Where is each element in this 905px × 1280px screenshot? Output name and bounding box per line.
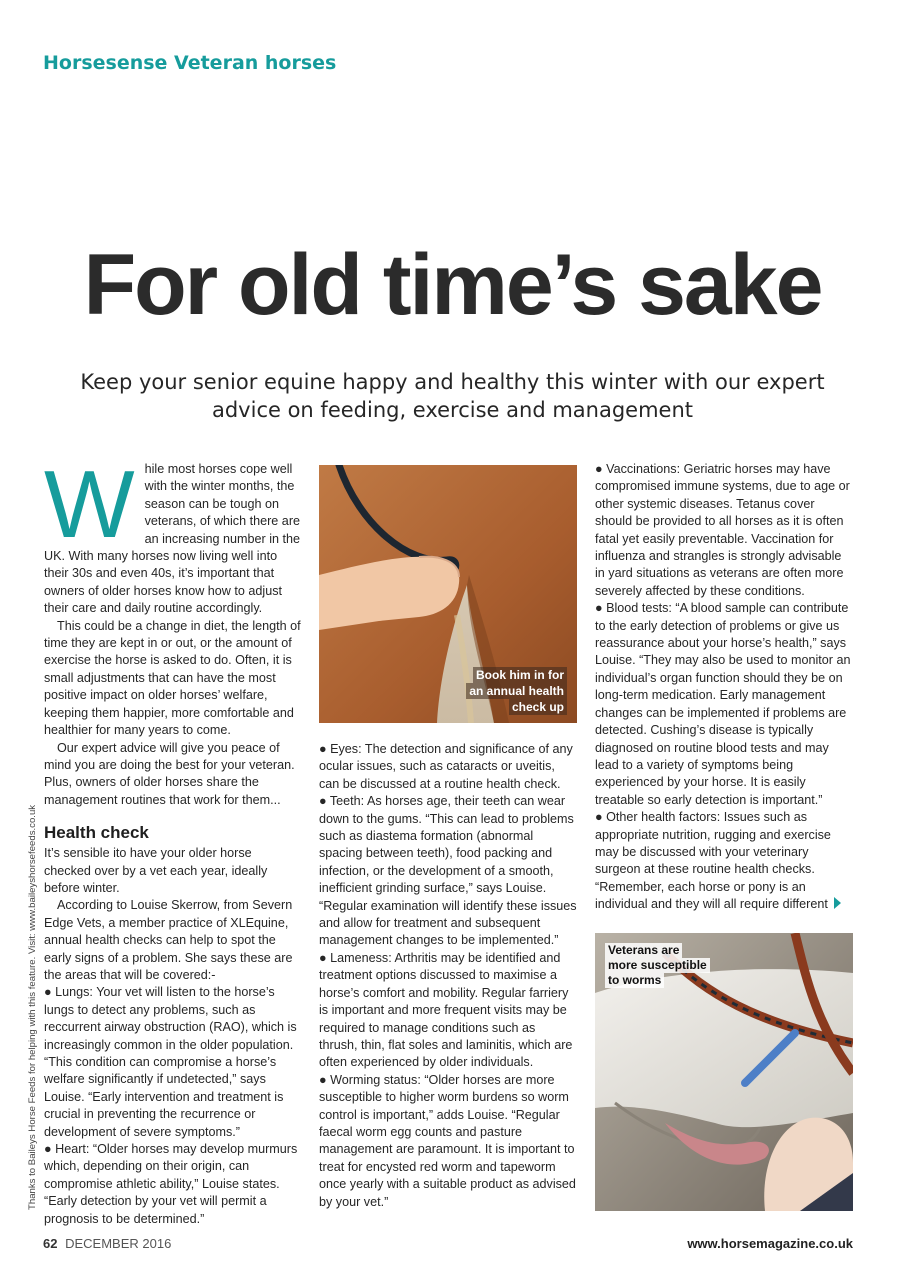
body-paragraph: According to Louise Skerrow, from Severn Edge Vets, a member practice of XLEquine, annual health checks can help to spot the early signs of a problem. She says these are the areas that will be covered:- — [44, 898, 293, 982]
body-paragraph: Our expert advice will give you peace of mind you are doing the best for your veteran. Plus, owners of older horses share the management routines that work for them... — [44, 740, 295, 807]
standfirst: Keep your senior equine happy and healthy this winter with our expert advice on feeding, exercise and management — [80, 370, 825, 422]
bullet-worming: ● Worming status: “Older horses are more susceptible to higher worm burdens so worm control is important,” adds Louise. “Regular faecal worm egg counts and pasture management are paramount. It is important to treat for encysted red worm and tapeworm once yearly with a suitable product as advised by your vet.” — [319, 1072, 576, 1209]
article-column-1 — [44, 451, 302, 1228]
footer-website: www.horsemagazine.co.uk — [687, 1236, 853, 1251]
bullet-lameness: ● Lameness: Arthritis may be identified and treatment options discussed to maximise a horse’s comfort and mobility. Regular farriery is important and more frequent visits may be required to manage conditions such as thrush, thin, flat soles and laminitis, which are often experienced by older individuals. — [319, 950, 573, 1070]
page-number: 62 — [43, 1236, 58, 1251]
photo-caption — [605, 943, 710, 988]
bullet-teeth: ● Teeth: As horses age, their teeth can wear down to the gums. “This can lead to problems such as diastema formation (abnormal spacing between teeth), food packing and infection, or the development of a smooth, inefficient grinding surface,” says Louise. “Regular examination will identify these issues and allow for treatment and subsequent management changes to be implemented.” — [319, 794, 577, 948]
sidebar-credit: Thanks to Baileys Horse Feeds for helping with this feature. Visit: www.baileyshorsefeeds.co.uk — [27, 804, 38, 1210]
body-paragraph: This could be a change in diet, the length of time they are kept in or out, or the amount of exercise the horse is asked to do. Often, it is small adjustments that can have the most positive impact on older horses’ welfare, keeping them happier, more comfortable and healthier for many years to come. — [44, 618, 301, 738]
continue-arrow-icon — [834, 897, 841, 909]
issue-date: DECEMBER 2016 — [65, 1236, 172, 1251]
caption-line: Book him in for — [473, 667, 567, 683]
drop-cap: W — [44, 451, 135, 558]
caption-line: more susceptible — [605, 958, 710, 973]
caption-line: to worms — [605, 973, 664, 988]
body-paragraph: It’s sensible ito have your older horse checked over by a vet each year, ideally before winter. — [44, 846, 268, 895]
caption-line: an annual health — [466, 683, 567, 699]
photo-vet-stethoscope — [319, 465, 577, 723]
intro-paragraph: hile most horses cope well with the winter months, the season can be tough on veterans, of which there are an increasing number in the UK. With many horses now living well into their 30s and even 40s, it’s important that owners of older horses know how to adjust their care and daily routine accordingly. — [44, 462, 301, 616]
bullet-lungs: ● Lungs: Your vet will listen to the horse’s lungs to detect any problems, such as reccurrent airway obstruction (RAO), which is increasingly common in the older population. “This condition can compromise a horse’s welfare significantly if undetected,” says Louise. “Early intervention and treatment is crucial in preventing the recurrence or development of severe symptoms.” — [44, 985, 297, 1139]
bullet-other-factors — [595, 809, 853, 913]
caption-line: check up — [509, 699, 567, 715]
other-factors-text: ● Other health factors: Issues such as appropriate nutrition, rugging and exercise may be discussed with your veterinary surgeon at these routine health checks. “Remember, each horse or pony is an individual and they will all require different — [595, 810, 831, 912]
bullet-blood-tests: ● Blood tests: “A blood sample can contribute to the early detection of problems or give us reassurance about your horse’s health,” says Louise. “They may also be used to monitor an individual’s organ function should they be on long-term medication. Early management changes can be implemented if problems are detected. Cushing’s disease is typically diagnosed on routine blood tests and may lead to a variety of symptoms being experienced by your horse. It is easily treatable so early detection is important.” — [595, 601, 851, 807]
bullet-eyes: ● Eyes: The detection and significance of any ocular issues, such as cataracts or uveitis, can be discussed at a routine health check. — [319, 742, 573, 791]
photo-caption — [466, 667, 567, 715]
photo-horse-worming — [595, 933, 853, 1211]
bullet-vaccinations: ● Vaccinations: Geriatric horses may have compromised immune systems, due to age or other systemic diseases. Tetanus cover should be provided to all horses as it is often fatal yet easily preventable. Vaccination for influenza and strangles is strongly advisable in yard situations as veterans are often more severely affected by these conditions. — [595, 462, 850, 598]
section-label: Horsesense Veteran horses — [43, 52, 337, 74]
caption-line: Veterans are — [605, 943, 682, 958]
subheading-health-check: Health check — [44, 823, 149, 843]
article-column-3 — [595, 461, 853, 914]
footer-page-info — [43, 1236, 171, 1251]
article-column-2 — [319, 741, 577, 1211]
headline: For old time’s sake — [83, 237, 822, 333]
bullet-heart: ● Heart: “Older horses may develop murmurs which, depending on their origin, can compromise athletic ability,” Louise states. “Early detection by your vet will permit a prognosis to be determined.” — [44, 1142, 298, 1226]
